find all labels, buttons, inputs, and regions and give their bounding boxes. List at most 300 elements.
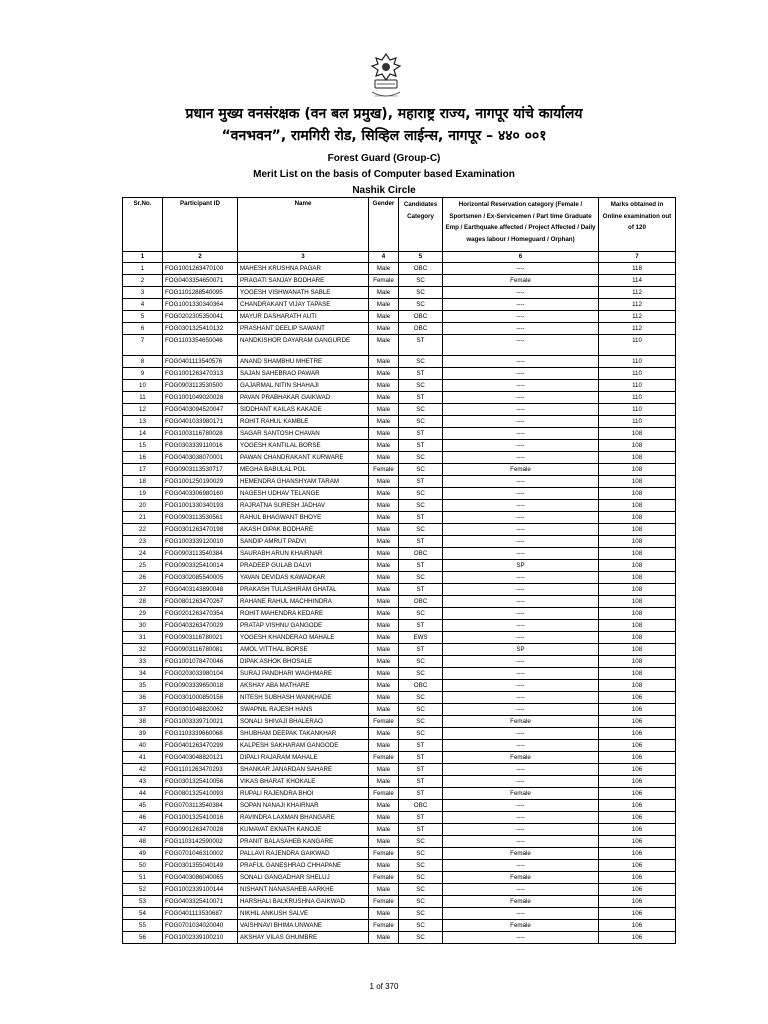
table-row	[123, 368, 676, 380]
cell-participant-id: FOG0903113530561	[163, 512, 238, 524]
cell-category: ST	[399, 536, 443, 548]
cell-srno: 36	[123, 692, 163, 704]
table-row	[123, 668, 676, 680]
table-row	[123, 548, 676, 560]
cell-horizontal-reservation: ----	[443, 299, 599, 311]
cell-participant-id: FOG0801263470267	[163, 596, 238, 608]
cell-participant-id: FOG1103354650046	[163, 335, 238, 356]
cell-participant-id: FOG1001325410016	[163, 812, 238, 824]
cell-participant-id: FOG0301325410132	[163, 323, 238, 335]
cell-category: ST	[399, 560, 443, 572]
cell-marks: 108	[599, 680, 676, 692]
cell-srno: 12	[123, 404, 163, 416]
column-number: 4	[369, 252, 399, 263]
cell-category: ST	[399, 812, 443, 824]
cell-gender: Male	[369, 548, 399, 560]
cell-marks: 108	[599, 536, 676, 548]
cell-category: ST	[399, 440, 443, 452]
cell-gender: Male	[369, 299, 399, 311]
cell-category: SC	[399, 656, 443, 668]
cell-marks: 108	[599, 668, 676, 680]
table-row	[123, 596, 676, 608]
cell-gender: Male	[369, 836, 399, 848]
cell-category: ST	[399, 368, 443, 380]
cell-category: SC	[399, 452, 443, 464]
cell-horizontal-reservation: ----	[443, 692, 599, 704]
cell-marks: 108	[599, 524, 676, 536]
cell-horizontal-reservation: ----	[443, 884, 599, 896]
cell-gender: Male	[369, 908, 399, 920]
table-row	[123, 275, 676, 287]
cell-marks: 110	[599, 380, 676, 392]
cell-horizontal-reservation: ----	[443, 704, 599, 716]
cell-horizontal-reservation: Female	[443, 896, 599, 908]
cell-gender: Male	[369, 656, 399, 668]
cell-participant-id: FOG0401033980171	[163, 416, 238, 428]
cell-horizontal-reservation: ----	[443, 500, 599, 512]
table-row	[123, 920, 676, 932]
table-row	[123, 323, 676, 335]
table-row	[123, 752, 676, 764]
cell-name: DIPALI RAJARAM MAHALE	[238, 752, 369, 764]
cell-srno: 43	[123, 776, 163, 788]
cell-horizontal-reservation: ----	[443, 368, 599, 380]
cell-name: YOGESH VISHWANATH SABLE	[238, 287, 369, 299]
cell-category: ST	[399, 644, 443, 656]
cell-gender: Male	[369, 335, 399, 356]
cell-participant-id: FOG0301048820062	[163, 704, 238, 716]
cell-srno: 54	[123, 908, 163, 920]
cell-gender: Female	[369, 872, 399, 884]
cell-participant-id: FOG0201263470354	[163, 608, 238, 620]
column-number: 5	[399, 252, 443, 263]
cell-category: SC	[399, 848, 443, 860]
cell-gender: Male	[369, 572, 399, 584]
cell-marks: 106	[599, 836, 676, 848]
cell-category: SC	[399, 908, 443, 920]
table-row	[123, 704, 676, 716]
cell-srno: 16	[123, 452, 163, 464]
header-srno: Sr.No.	[123, 198, 163, 252]
cell-gender: Male	[369, 740, 399, 752]
cell-srno: 49	[123, 848, 163, 860]
cell-name: HARSHALI BALKRUSHNA GAIKWAD	[238, 896, 369, 908]
cell-srno: 9	[123, 368, 163, 380]
cell-participant-id: FOG1101263470293	[163, 764, 238, 776]
table-row	[123, 872, 676, 884]
cell-marks: 106	[599, 692, 676, 704]
cell-name: PRANIT BALASAHEB KANGARE	[238, 836, 369, 848]
cell-category: ST	[399, 584, 443, 596]
cell-srno: 29	[123, 608, 163, 620]
cell-marks: 118	[599, 263, 676, 275]
cell-participant-id: FOG0903113540384	[163, 548, 238, 560]
cell-name: PRATAP VISHNU GANGODE	[238, 620, 369, 632]
cell-horizontal-reservation: ----	[443, 932, 599, 944]
cell-gender: Male	[369, 704, 399, 716]
cell-marks: 106	[599, 848, 676, 860]
merit-list-body	[123, 263, 676, 944]
cell-category: OBC	[399, 548, 443, 560]
cell-category: SC	[399, 275, 443, 287]
cell-srno: 15	[123, 440, 163, 452]
table-row	[123, 335, 676, 356]
cell-marks: 112	[599, 299, 676, 311]
table-row	[123, 812, 676, 824]
cell-name: KUMAVAT EKNATH KANOJE	[238, 824, 369, 836]
cell-horizontal-reservation: ----	[443, 512, 599, 524]
cell-name: SHANKAR JANARDAN SAHARE	[238, 764, 369, 776]
cell-horizontal-reservation: ----	[443, 404, 599, 416]
cell-srno: 20	[123, 500, 163, 512]
cell-name: AKSHAY VILAS GHUMBRE	[238, 932, 369, 944]
table-row	[123, 524, 676, 536]
cell-category: SC	[399, 299, 443, 311]
table-row	[123, 512, 676, 524]
cell-participant-id: FOG1001330340364	[163, 299, 238, 311]
cell-marks: 106	[599, 740, 676, 752]
cell-horizontal-reservation: ----	[443, 620, 599, 632]
cell-category: SC	[399, 356, 443, 368]
table-row	[123, 488, 676, 500]
cell-marks: 108	[599, 500, 676, 512]
cell-category: SC	[399, 884, 443, 896]
cell-gender: Male	[369, 323, 399, 335]
cell-horizontal-reservation: ----	[443, 452, 599, 464]
table-row	[123, 464, 676, 476]
table-row	[123, 656, 676, 668]
cell-horizontal-reservation: Female	[443, 464, 599, 476]
cell-category: SC	[399, 524, 443, 536]
cell-horizontal-reservation: ----	[443, 416, 599, 428]
table-row	[123, 428, 676, 440]
cell-marks: 106	[599, 920, 676, 932]
cell-srno: 8	[123, 356, 163, 368]
cell-gender: Male	[369, 776, 399, 788]
cell-name: SANDIP AMRUT PADVI	[238, 536, 369, 548]
cell-gender: Male	[369, 620, 399, 632]
cell-srno: 18	[123, 476, 163, 488]
cell-category: ST	[399, 428, 443, 440]
cell-horizontal-reservation: Female	[443, 872, 599, 884]
cell-name: PRASHANT DEELIP SAWANT	[238, 323, 369, 335]
cell-category: SC	[399, 704, 443, 716]
cell-name: YOGESH KHANDERAO MAHALE	[238, 632, 369, 644]
cell-gender: Female	[369, 464, 399, 476]
cell-participant-id: FOG0403048820121	[163, 752, 238, 764]
cell-horizontal-reservation: ----	[443, 596, 599, 608]
cell-gender: Male	[369, 404, 399, 416]
cell-gender: Female	[369, 920, 399, 932]
cell-name: SAURABH ARUN KHAIRNAR	[238, 548, 369, 560]
cell-participant-id: FOG1003116780028	[163, 428, 238, 440]
cell-marks: 106	[599, 908, 676, 920]
cell-participant-id: FOG0203033980104	[163, 668, 238, 680]
cell-marks: 106	[599, 860, 676, 872]
cell-marks: 106	[599, 824, 676, 836]
cell-category: ST	[399, 788, 443, 800]
cell-name: HEMENDRA GHANSHYAM TARAM	[238, 476, 369, 488]
cell-srno: 48	[123, 836, 163, 848]
header-marks: Marks obtained in Online examination out of 120	[599, 198, 676, 252]
cell-category: ST	[399, 392, 443, 404]
cell-participant-id: FOG0701034020040	[163, 920, 238, 932]
cell-horizontal-reservation: ----	[443, 287, 599, 299]
table-row	[123, 584, 676, 596]
cell-participant-id: FOG1002339100210	[163, 932, 238, 944]
cell-participant-id: FOG0301000850156	[163, 692, 238, 704]
cell-horizontal-reservation: ----	[443, 536, 599, 548]
cell-participant-id: FOG0903116780021	[163, 632, 238, 644]
cell-horizontal-reservation: ----	[443, 263, 599, 275]
cell-marks: 106	[599, 800, 676, 812]
cell-participant-id: FOG1103339660068	[163, 728, 238, 740]
cell-gender: Male	[369, 536, 399, 548]
cell-category: ST	[399, 776, 443, 788]
cell-marks: 108	[599, 428, 676, 440]
cell-srno: 5	[123, 311, 163, 323]
table-header-row	[123, 198, 676, 252]
column-number: 1	[123, 252, 163, 263]
office-title: प्रधान मुख्य वनसंरक्षक (वन बल प्रमुख), महाराष्ट्र राज्य, नागपूर यांचे कार्यालय	[185, 106, 583, 122]
merit-list-table	[122, 197, 676, 944]
cell-gender: Male	[369, 644, 399, 656]
cell-horizontal-reservation: ----	[443, 668, 599, 680]
cell-srno: 7	[123, 335, 163, 356]
cell-participant-id: FOG0403354650071	[163, 275, 238, 287]
cell-srno: 13	[123, 416, 163, 428]
cell-marks: 106	[599, 788, 676, 800]
cell-srno: 6	[123, 323, 163, 335]
cell-srno: 27	[123, 584, 163, 596]
cell-name: SOPAN NANAJI KHAIRNAR	[238, 800, 369, 812]
table-row	[123, 884, 676, 896]
cell-marks: 106	[599, 884, 676, 896]
cell-participant-id: FOG0401113530687	[163, 908, 238, 920]
cell-horizontal-reservation: SP	[443, 644, 599, 656]
table-row	[123, 311, 676, 323]
cell-name: YAVAN DEVIDAS KAWADKAR	[238, 572, 369, 584]
cell-gender: Male	[369, 560, 399, 572]
cell-participant-id: FOG0403263470029	[163, 620, 238, 632]
cell-participant-id: FOG0403086040065	[163, 872, 238, 884]
cell-name: RAHANE RAHUL MACHHINDRA	[238, 596, 369, 608]
table-row	[123, 416, 676, 428]
cell-marks: 106	[599, 812, 676, 824]
cell-horizontal-reservation: Female	[443, 920, 599, 932]
cell-name: PRADEEP GULAB DALVI	[238, 560, 369, 572]
cell-name: SONALI SHIVAJI BHALERAO	[238, 716, 369, 728]
cell-srno: 47	[123, 824, 163, 836]
cell-category: SC	[399, 716, 443, 728]
cell-category: OBC	[399, 323, 443, 335]
cell-gender: Male	[369, 824, 399, 836]
cell-category: ST	[399, 512, 443, 524]
table-row	[123, 620, 676, 632]
cell-gender: Male	[369, 476, 399, 488]
cell-srno: 45	[123, 800, 163, 812]
cell-srno: 44	[123, 788, 163, 800]
cell-name: CHANDRAKANT VIJAY TAPASE	[238, 299, 369, 311]
cell-srno: 53	[123, 896, 163, 908]
cell-name: PRAGATI SANJAY BODHARE	[238, 275, 369, 287]
cell-horizontal-reservation: Female	[443, 275, 599, 287]
cell-gender: Male	[369, 356, 399, 368]
cell-horizontal-reservation: ----	[443, 440, 599, 452]
cell-horizontal-reservation: ----	[443, 824, 599, 836]
cell-category: ST	[399, 476, 443, 488]
cell-horizontal-reservation: ----	[443, 908, 599, 920]
cell-gender: Male	[369, 311, 399, 323]
table-row	[123, 536, 676, 548]
cell-srno: 32	[123, 644, 163, 656]
cell-participant-id: FOG0903339650018	[163, 680, 238, 692]
cell-horizontal-reservation: ----	[443, 335, 599, 356]
cell-horizontal-reservation: ----	[443, 776, 599, 788]
page-number: 1 of 370	[369, 982, 399, 991]
table-row	[123, 692, 676, 704]
cell-horizontal-reservation: ----	[443, 740, 599, 752]
cell-participant-id: FOG1101288540095	[163, 287, 238, 299]
cell-marks: 108	[599, 644, 676, 656]
cell-category: SC	[399, 572, 443, 584]
table-row	[123, 848, 676, 860]
cell-participant-id: FOG0901263470028	[163, 824, 238, 836]
cell-gender: Male	[369, 584, 399, 596]
cell-name: SWAPNIL RAJESH HANS	[238, 704, 369, 716]
table-row	[123, 356, 676, 368]
cell-name: ROHIT MAHENDRA KEDARE	[238, 608, 369, 620]
table-row	[123, 500, 676, 512]
cell-srno: 38	[123, 716, 163, 728]
cell-marks: 108	[599, 464, 676, 476]
cell-participant-id: FOG0202305350041	[163, 311, 238, 323]
cell-participant-id: FOG0403306980160	[163, 488, 238, 500]
cell-participant-id: FOG0701046310002	[163, 848, 238, 860]
cell-srno: 41	[123, 752, 163, 764]
cell-name: SONALI GANGADHAR SHELUJ	[238, 872, 369, 884]
cell-srno: 3	[123, 287, 163, 299]
cell-marks: 108	[599, 488, 676, 500]
table-row	[123, 788, 676, 800]
cell-participant-id: FOG1002339100144	[163, 884, 238, 896]
cell-marks: 106	[599, 716, 676, 728]
cell-marks: 106	[599, 872, 676, 884]
cell-name: VIKAS BHARAT KHOKALE	[238, 776, 369, 788]
post-title: Forest Guard (Group-C)	[327, 153, 441, 164]
cell-gender: Male	[369, 932, 399, 944]
cell-marks: 106	[599, 776, 676, 788]
cell-gender: Female	[369, 752, 399, 764]
cell-participant-id: FOG0903113530500	[163, 380, 238, 392]
cell-srno: 55	[123, 920, 163, 932]
cell-name: RUPALI RAJENDRA BHOI	[238, 788, 369, 800]
cell-marks: 108	[599, 512, 676, 524]
cell-horizontal-reservation: ----	[443, 476, 599, 488]
cell-gender: Male	[369, 428, 399, 440]
cell-gender: Male	[369, 500, 399, 512]
table-row	[123, 860, 676, 872]
table-row	[123, 908, 676, 920]
cell-category: SC	[399, 287, 443, 299]
cell-srno: 30	[123, 620, 163, 632]
table-row	[123, 644, 676, 656]
cell-srno: 28	[123, 596, 163, 608]
cell-gender: Male	[369, 728, 399, 740]
cell-horizontal-reservation: ----	[443, 548, 599, 560]
cell-srno: 24	[123, 548, 163, 560]
cell-category: SC	[399, 932, 443, 944]
cell-srno: 11	[123, 392, 163, 404]
table-row	[123, 932, 676, 944]
cell-participant-id: FOG0403094520047	[163, 404, 238, 416]
cell-category: ST	[399, 335, 443, 356]
cell-horizontal-reservation: ----	[443, 356, 599, 368]
cell-name: NAGESH UDHAV TELANGE	[238, 488, 369, 500]
cell-category: SC	[399, 836, 443, 848]
cell-horizontal-reservation: ----	[443, 812, 599, 824]
cell-marks: 112	[599, 323, 676, 335]
cell-srno: 22	[123, 524, 163, 536]
table-row	[123, 263, 676, 275]
cell-participant-id: FOG0801325410093	[163, 788, 238, 800]
cell-marks: 106	[599, 728, 676, 740]
table-row	[123, 560, 676, 572]
cell-srno: 23	[123, 536, 163, 548]
table-row	[123, 440, 676, 452]
table-row	[123, 287, 676, 299]
cell-marks: 112	[599, 311, 676, 323]
cell-name: NIKHIL ANKUSH SALVE	[238, 908, 369, 920]
cell-name: VAISHNAVI BHIMA UNWANE	[238, 920, 369, 932]
cell-name: PRAKASH TULASHIRAM GHATAL	[238, 584, 369, 596]
table-row	[123, 452, 676, 464]
cell-horizontal-reservation: ----	[443, 311, 599, 323]
cell-srno: 37	[123, 704, 163, 716]
cell-marks: 110	[599, 368, 676, 380]
cell-name: NISHANT NANASAHEB AARKHE	[238, 884, 369, 896]
cell-participant-id: FOG0403143890048	[163, 584, 238, 596]
table-row	[123, 800, 676, 812]
cell-srno: 4	[123, 299, 163, 311]
cell-gender: Male	[369, 440, 399, 452]
cell-category: SC	[399, 872, 443, 884]
cell-horizontal-reservation: ----	[443, 680, 599, 692]
cell-name: AKSHAY ABA MATHARE	[238, 680, 369, 692]
cell-marks: 108	[599, 620, 676, 632]
column-number: 6	[443, 252, 599, 263]
cell-srno: 39	[123, 728, 163, 740]
cell-marks: 114	[599, 275, 676, 287]
cell-category: SC	[399, 488, 443, 500]
cell-category: SC	[399, 500, 443, 512]
cell-gender: Male	[369, 680, 399, 692]
table-row	[123, 404, 676, 416]
cell-name: ANAND SHAMBHU MHETRE	[238, 356, 369, 368]
government-emblem-icon	[360, 50, 412, 102]
cell-category: ST	[399, 824, 443, 836]
table-row	[123, 632, 676, 644]
cell-participant-id: FOG1003339710021	[163, 716, 238, 728]
column-number: 2	[163, 252, 238, 263]
cell-marks: 106	[599, 764, 676, 776]
cell-srno: 52	[123, 884, 163, 896]
cell-marks: 108	[599, 440, 676, 452]
table-row	[123, 740, 676, 752]
table-row	[123, 380, 676, 392]
cell-horizontal-reservation: ----	[443, 380, 599, 392]
cell-category: ST	[399, 620, 443, 632]
